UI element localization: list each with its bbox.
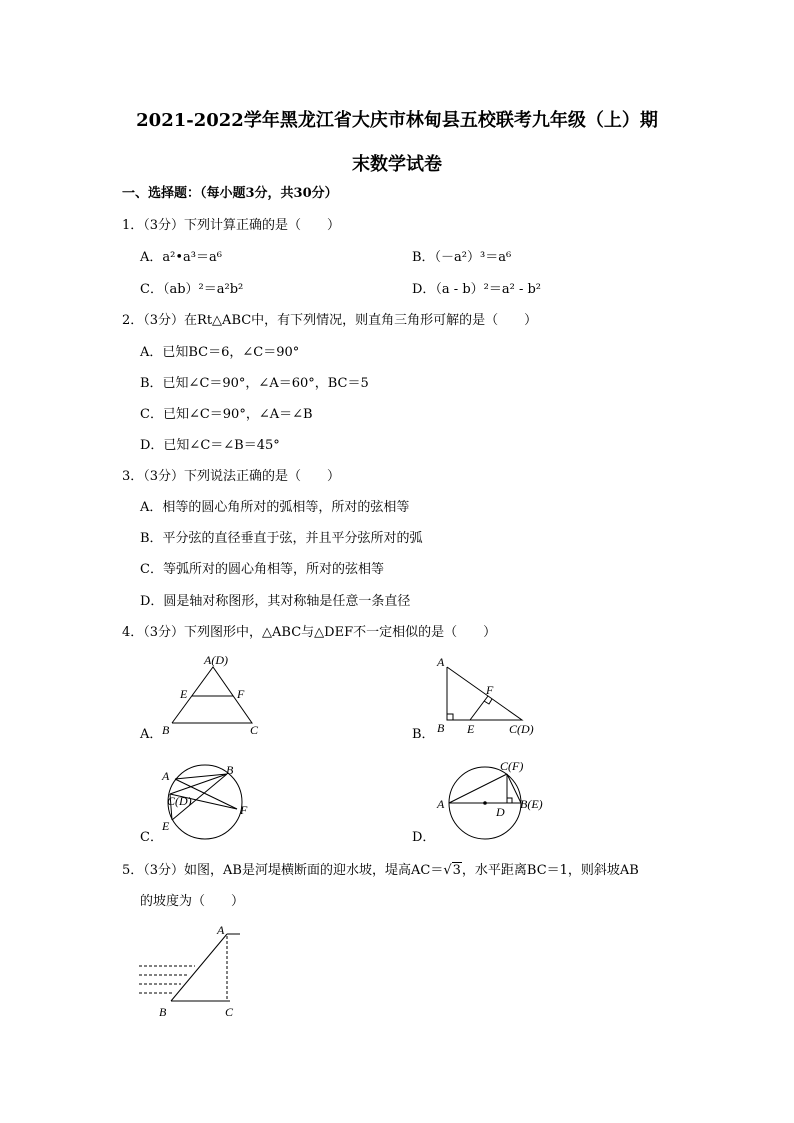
fig-a-label-f: F [237, 687, 245, 701]
section-heading: 一、选择题：（每小题3分，共30分） [122, 186, 338, 201]
q2-option-c: C．已知∠C＝90°，∠A＝∠B [140, 407, 313, 422]
fig5-label-a: A [217, 923, 225, 937]
fig-c-label-f: F [240, 803, 248, 817]
q4-option-d: D． [412, 830, 436, 845]
q1-option-c: C．（ab）²＝a²b² [140, 282, 244, 297]
q5-sqrt-value: 3 [452, 863, 461, 878]
q4-option-c: C． [140, 830, 163, 845]
q3-option-d: D．圆是轴对称图形，其对称轴是任意一条直径 [140, 594, 411, 609]
fig-a-label-b: B [162, 723, 170, 737]
q3-option-b: B．平分弦的直径垂直于弦，并且平分弦所对的弧 [140, 531, 423, 546]
q3-stem: 3．（3分）下列说法正确的是（ ） [122, 469, 341, 484]
fig-b-label-b: B [437, 721, 445, 735]
q4-figure-b [432, 652, 547, 742]
q4-figure-d [432, 758, 552, 844]
q2-option-b: B．已知∠C＝90°，∠A＝60°，BC＝5 [140, 376, 369, 391]
fig-a-label-ad: A(D) [204, 653, 228, 667]
q5-stem-part-1: 5．（3分）如图，AB是河堤横断面的迎水坡，堤高AC＝ [122, 863, 444, 878]
q4-figure-c [160, 762, 270, 842]
fig-b-label-cd: C(D) [509, 722, 534, 736]
q2-option-d: D．已知∠C＝∠B＝45° [140, 438, 280, 453]
fig-b-label-e: E [467, 722, 475, 736]
q3-option-c: C．等弧所对的圆心角相等，所对的弦相等 [140, 562, 384, 577]
fig5-label-c: C [225, 1005, 234, 1019]
fig-b-label-a: A [437, 655, 445, 669]
paper-title-line-1: 2021-2022学年黑龙江省大庆市林甸县五校联考九年级（上）期 [136, 110, 658, 131]
fig-c-label-cd: C(D) [167, 794, 192, 808]
sqrt-icon: √ [443, 863, 452, 878]
fig-d-label-a: A [437, 797, 445, 811]
q5-stem [122, 863, 639, 879]
fig-c-label-b: B [226, 763, 234, 777]
q2-stem: 2．（3分）在Rt△ABC中，有下列情况，则直角三角形可解的是（ ） [122, 313, 538, 328]
fig-d-label-cf: C(F) [500, 759, 524, 773]
q5-figure [135, 922, 255, 1022]
fig-d-label-d: D [496, 805, 505, 819]
q3-option-a: A．相等的圆心角所对的弧相等，所对的弦相等 [140, 500, 410, 515]
fig-c-label-e: E [162, 819, 170, 833]
q5-stem-line-2: 的坡度为（ ） [140, 894, 245, 909]
fig-a-label-c: C [250, 723, 259, 737]
fig-a-label-e: E [180, 687, 188, 701]
q1-stem: 1．（3分）下列计算正确的是（ ） [122, 218, 341, 233]
fig5-label-b: B [159, 1005, 167, 1019]
q4-stem: 4．（3分）下列图形中，△ABC与△DEF不一定相似的是（ ） [122, 625, 497, 640]
q4-option-b: B． [412, 727, 435, 742]
fig-b-label-f: F [486, 683, 494, 697]
q1-option-a: A．a²•a³＝a⁶ [140, 250, 222, 265]
q5-stem-part-2: ，水平距离BC＝1，则斜坡AB [461, 863, 639, 878]
fig-c-label-a: A [162, 769, 170, 783]
fig-d-label-be: B(E) [520, 797, 543, 811]
q4-figure-a [160, 650, 270, 740]
q1-option-d: D．（a - b）²＝a² - b² [412, 282, 542, 297]
q1-option-b: B．（－a²）³＝a⁶ [412, 250, 512, 265]
paper-title-line-2: 末数学试卷 [352, 154, 442, 175]
q4-option-a: A． [140, 727, 163, 742]
q2-option-a: A．已知BC＝6，∠C＝90° [140, 345, 300, 360]
